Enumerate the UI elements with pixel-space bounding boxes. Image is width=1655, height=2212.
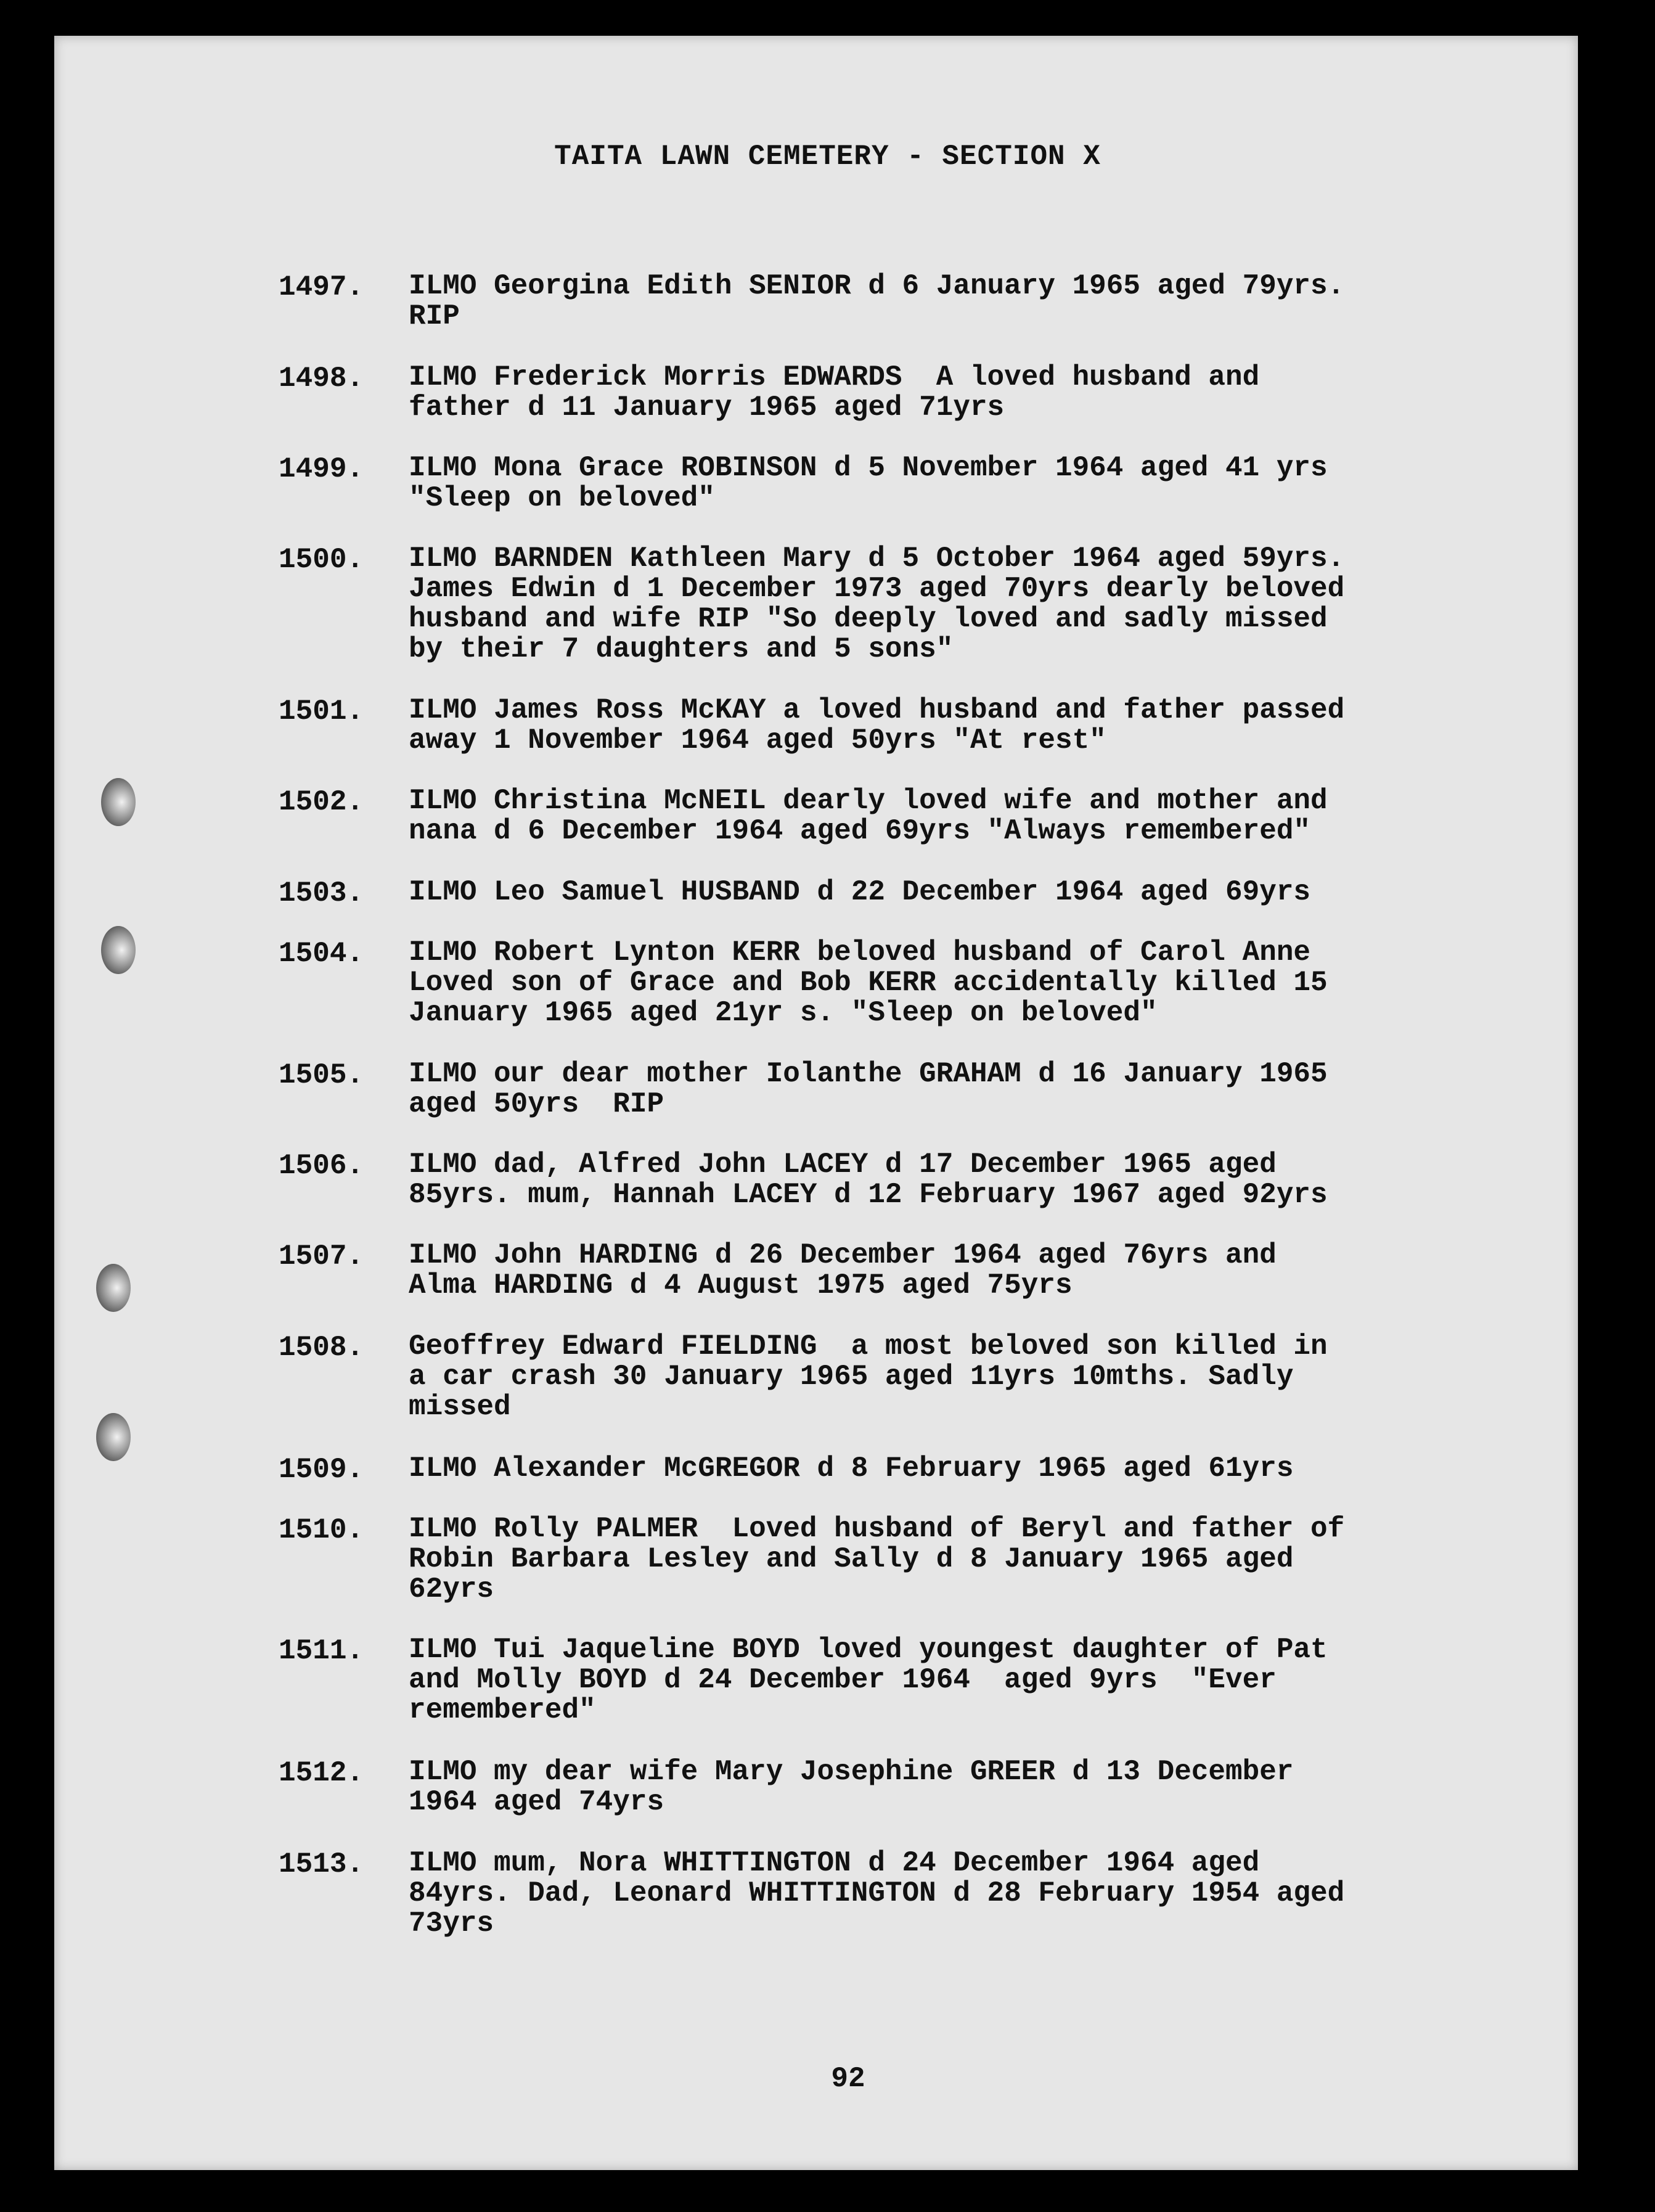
- entry-line: aged 50yrs RIP: [409, 1088, 664, 1120]
- entry-line: 1964 aged 74yrs: [409, 1786, 664, 1818]
- entry-line: January 1965 aged 21yr s. "Sleep on beloved": [409, 997, 1158, 1029]
- entry-text: [409, 271, 1611, 332]
- entry-text: [409, 786, 1611, 846]
- entry-line: ILMO dad, Alfred John LACEY d 17 December 1965 aged: [409, 1149, 1277, 1181]
- entry-line: Alma HARDING d 4 August 1975 aged 75yrs: [409, 1269, 1073, 1301]
- entry-line: Robin Barbara Lesley and Sally d 8 January 1965 aged: [409, 1543, 1294, 1575]
- entry-line: RIP: [409, 300, 460, 332]
- entry-line: ILMO John HARDING d 26 December 1964 aged 76yrs and: [409, 1239, 1277, 1271]
- entry-text: [409, 1332, 1611, 1422]
- entry-line: 85yrs. mum, Hannah LACEY d 12 February 1967 aged 92yrs: [409, 1179, 1328, 1211]
- entry-line: ILMO Rolly PALMER Loved husband of Beryl and father of: [409, 1513, 1345, 1545]
- entry-number: 1513.: [279, 1848, 364, 1880]
- entry-line: remembered": [409, 1694, 596, 1726]
- punch-hole: [96, 1413, 131, 1461]
- entry-number: 1503.: [279, 877, 364, 909]
- entry-line: ILMO BARNDEN Kathleen Mary d 5 October 1964 aged 59yrs.: [409, 543, 1345, 575]
- entry-line: ILMO mum, Nora WHITTINGTON d 24 December 1964 aged: [409, 1847, 1260, 1879]
- entry-number: 1512.: [279, 1757, 364, 1789]
- entry-number: 1502.: [279, 786, 364, 818]
- entry-text: [409, 1059, 1611, 1120]
- entry-number: 1508.: [279, 1332, 364, 1364]
- entry-line: ILMO Georgina Edith SENIOR d 6 January 1965 aged 79yrs.: [409, 270, 1345, 302]
- entry-text: [409, 1514, 1611, 1605]
- entry-text: [409, 1454, 1611, 1484]
- entry-line: 73yrs: [409, 1907, 494, 1940]
- entry-text: [409, 363, 1611, 423]
- entry-line: ILMO Christina McNEIL dearly loved wife and mother and: [409, 785, 1328, 817]
- entry-line: husband and wife RIP "So deeply loved and sadly missed: [409, 603, 1328, 635]
- entry-text: [409, 453, 1611, 514]
- entry-line: Geoffrey Edward FIELDING a most beloved son killed in: [409, 1330, 1328, 1362]
- entry-text: [409, 1757, 1611, 1817]
- entry-line: missed: [409, 1391, 511, 1423]
- entry-number: 1504.: [279, 938, 364, 970]
- entry-line: ILMO Robert Lynton KERR beloved husband of Carol Anne: [409, 936, 1311, 969]
- entry-text: [409, 877, 1611, 907]
- entry-number: 1500.: [279, 544, 364, 576]
- entry-line: ILMO Mona Grace ROBINSON d 5 November 1964 aged 41 yrs: [409, 452, 1328, 484]
- page-title: TAITA LAWN CEMETERY - SECTION X: [554, 141, 1101, 173]
- entry-text: [409, 1240, 1611, 1301]
- punch-hole: [101, 926, 136, 974]
- entry-line: ILMO Frederick Morris EDWARDS A loved husband and: [409, 361, 1260, 393]
- entry-line: James Edwin d 1 December 1973 aged 70yrs dearly beloved: [409, 573, 1345, 605]
- entry-text: [409, 695, 1611, 756]
- entry-line: a car crash 30 January 1965 aged 11yrs 10mths. Sadly: [409, 1361, 1294, 1393]
- entry-number: 1507.: [279, 1240, 364, 1272]
- entry-number: 1501.: [279, 695, 364, 727]
- entry-number: 1505.: [279, 1059, 364, 1091]
- entry-text: [409, 1848, 1611, 1939]
- entry-line: and Molly BOYD d 24 December 1964 aged 9yrs "Ever: [409, 1664, 1277, 1696]
- entry-number: 1499.: [279, 453, 364, 485]
- entry-line: away 1 November 1964 aged 50yrs "At rest": [409, 724, 1106, 756]
- entry-text: [409, 1635, 1611, 1726]
- entry-line: ILMO Tui Jaqueline BOYD loved youngest daughter of Pat: [409, 1634, 1328, 1666]
- entry-line: ILMO Leo Samuel HUSBAND d 22 December 1964 aged 69yrs: [409, 876, 1311, 908]
- entry-line: ILMO my dear wife Mary Josephine GREER d 13 December: [409, 1756, 1294, 1788]
- entry-text: [409, 938, 1611, 1028]
- entry-line: nana d 6 December 1964 aged 69yrs "Always remembered": [409, 815, 1311, 847]
- entry-text: [409, 1150, 1611, 1210]
- entry-number: 1511.: [279, 1635, 364, 1667]
- entry-line: Loved son of Grace and Bob KERR accidentally killed 15: [409, 967, 1328, 999]
- entry-text: [409, 544, 1611, 665]
- entry-line: ILMO Alexander McGREGOR d 8 February 1965 aged 61yrs: [409, 1452, 1294, 1485]
- entry-line: 84yrs. Dad, Leonard WHITTINGTON d 28 February 1954 aged: [409, 1877, 1345, 1909]
- entry-number: 1497.: [279, 271, 364, 303]
- entry-line: ILMO our dear mother Iolanthe GRAHAM d 16 January 1965: [409, 1058, 1328, 1090]
- entry-line: "Sleep on beloved": [409, 482, 715, 514]
- entry-line: 62yrs: [409, 1573, 494, 1605]
- entry-line: by their 7 daughters and 5 sons": [409, 633, 954, 665]
- punch-hole: [101, 778, 136, 826]
- punch-hole: [96, 1264, 131, 1312]
- entry-line: ILMO James Ross McKAY a loved husband and father passed: [409, 694, 1345, 726]
- entry-number: 1506.: [279, 1150, 364, 1182]
- entry-number: 1498.: [279, 363, 364, 395]
- entry-line: father d 11 January 1965 aged 71yrs: [409, 391, 1005, 424]
- page-number: 92: [831, 2063, 865, 2095]
- entry-number: 1509.: [279, 1454, 364, 1486]
- entry-number: 1510.: [279, 1514, 364, 1546]
